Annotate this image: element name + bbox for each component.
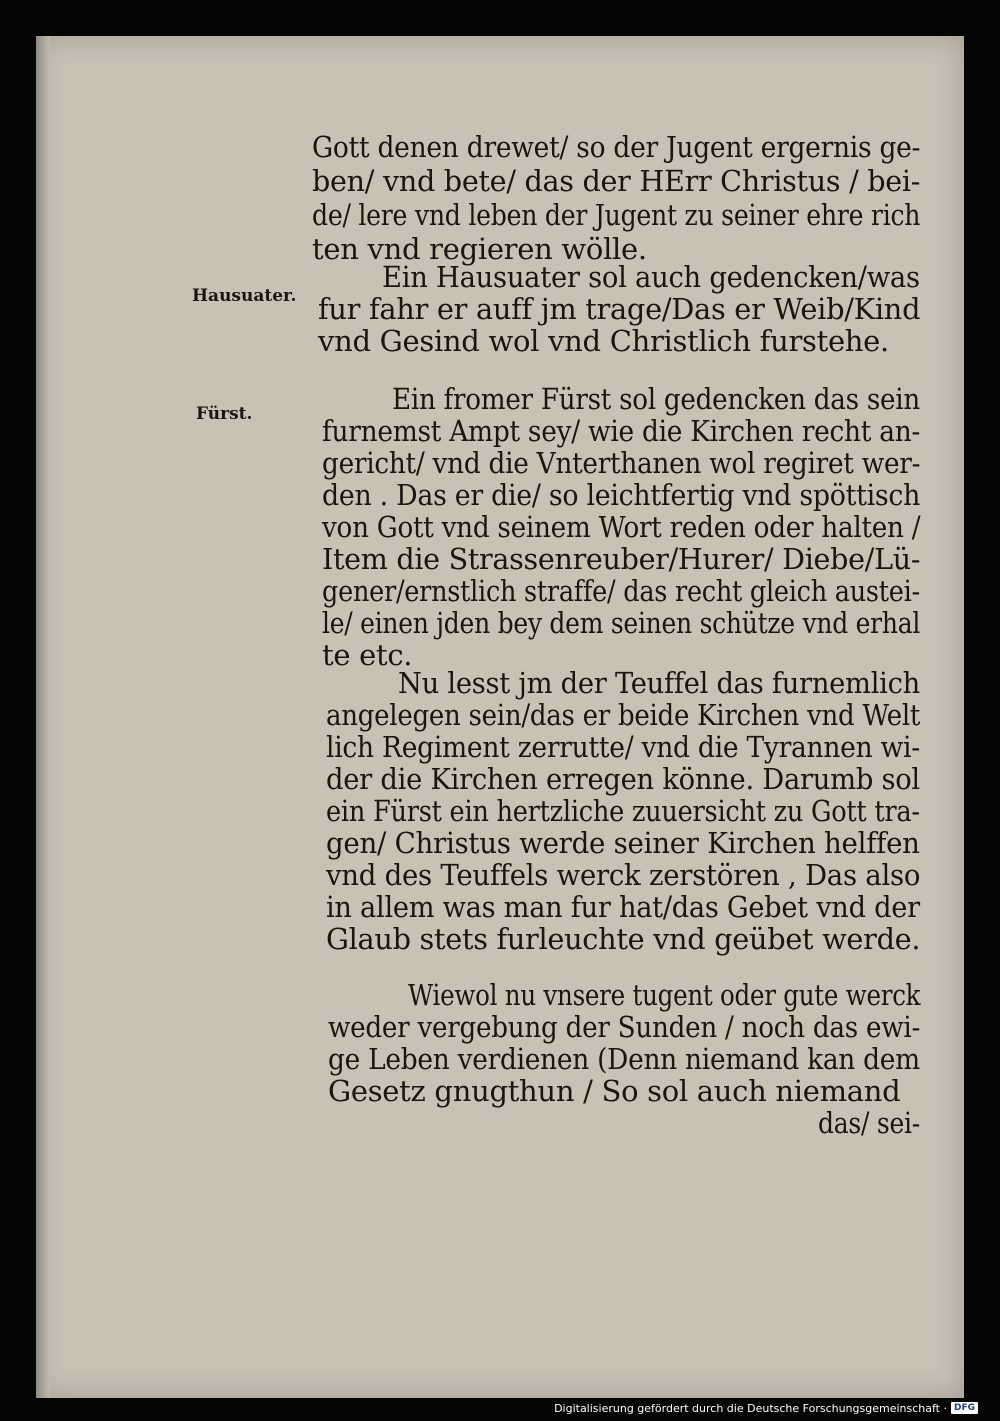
dfg-logo: DFG bbox=[951, 1402, 978, 1414]
text-line: ten vnd regieren wölle. bbox=[312, 232, 647, 266]
page-edge bbox=[36, 36, 50, 1398]
text-line: fur fahr er auff jm trage/Das er Weib/Kind bbox=[318, 292, 921, 326]
marginal-note-fuerst: Fürst. bbox=[196, 404, 253, 424]
credit-text: Digitalisierung gefördert durch die Deutsche Forschungsgemeinschaft · bbox=[554, 1401, 947, 1415]
marginal-note-hausuater: Hausuater. bbox=[192, 286, 297, 306]
text-line: der die Kirchen erregen könne. Darumb sol bbox=[326, 762, 920, 796]
text-line: ein Fürst ein hertzliche zuuersicht zu Gott tra- bbox=[326, 794, 920, 828]
text-line: te etc. bbox=[322, 638, 413, 672]
text-line: Glaub stets furleuchte vnd geübet werde. bbox=[326, 922, 921, 956]
text-line: Ein fromer Fürst sol gedencken das sein bbox=[392, 382, 920, 416]
text-line: lich Regiment zerrutte/ vnd die Tyrannen wi- bbox=[326, 730, 920, 764]
text-line: Wiewol nu vnsere tugent oder gute werck bbox=[408, 978, 921, 1012]
text-line: de/ lere vnd leben der Jugent zu seiner ehre rich bbox=[312, 198, 921, 232]
text-line: von Gott vnd seinem Wort reden oder halten / bbox=[322, 510, 921, 544]
text-line: gericht/ vnd die Vnterthanen wol regiret wer- bbox=[322, 446, 921, 480]
text-line: angelegen sein/das er beide Kirchen vnd Welt bbox=[326, 698, 921, 732]
catchword: das/ sei- bbox=[818, 1106, 920, 1140]
text-line: ge Leben verdienen (Denn niemand kan dem bbox=[328, 1042, 920, 1076]
text-line: in allem was man fur hat/das Gebet vnd der bbox=[326, 890, 920, 924]
text-line: ben/ vnd bete/ das der HErr Christus / bei- bbox=[312, 164, 921, 198]
text-line: vnd Gesind wol vnd Christlich furstehe. bbox=[318, 324, 889, 358]
text-line: weder vergebung der Sunden / noch das ewi- bbox=[328, 1010, 921, 1044]
text-line: gen/ Christus werde seiner Kirchen helffen bbox=[326, 826, 920, 860]
text-line: Ein Hausuater sol auch gedencken/was bbox=[382, 260, 920, 294]
text-line: Gott denen drewet/ so der Jugent ergernis ge- bbox=[312, 130, 921, 164]
text-line: furnemst Ampt sey/ wie die Kirchen recht an- bbox=[322, 414, 921, 448]
text-line: den . Das er die/ so leichtfertig vnd spöttisch bbox=[322, 478, 921, 512]
text-line: le/ einen jden bey dem seinen schütze vnd erhal bbox=[322, 606, 921, 640]
text-line: Nu lesst jm der Teuffel das furnemlich bbox=[398, 666, 921, 700]
digitization-credit bbox=[554, 1399, 978, 1417]
text-line: gener/ernstlich straffe/ das recht gleich austei- bbox=[322, 574, 920, 608]
text-line: Gesetz gnugthun / So sol auch niemand bbox=[328, 1074, 901, 1108]
text-line: vnd des Teuffels werck zerstören , Das also bbox=[326, 858, 921, 892]
text-line: Item die Strassenreuber/Hurer/ Diebe/Lü- bbox=[322, 542, 921, 576]
